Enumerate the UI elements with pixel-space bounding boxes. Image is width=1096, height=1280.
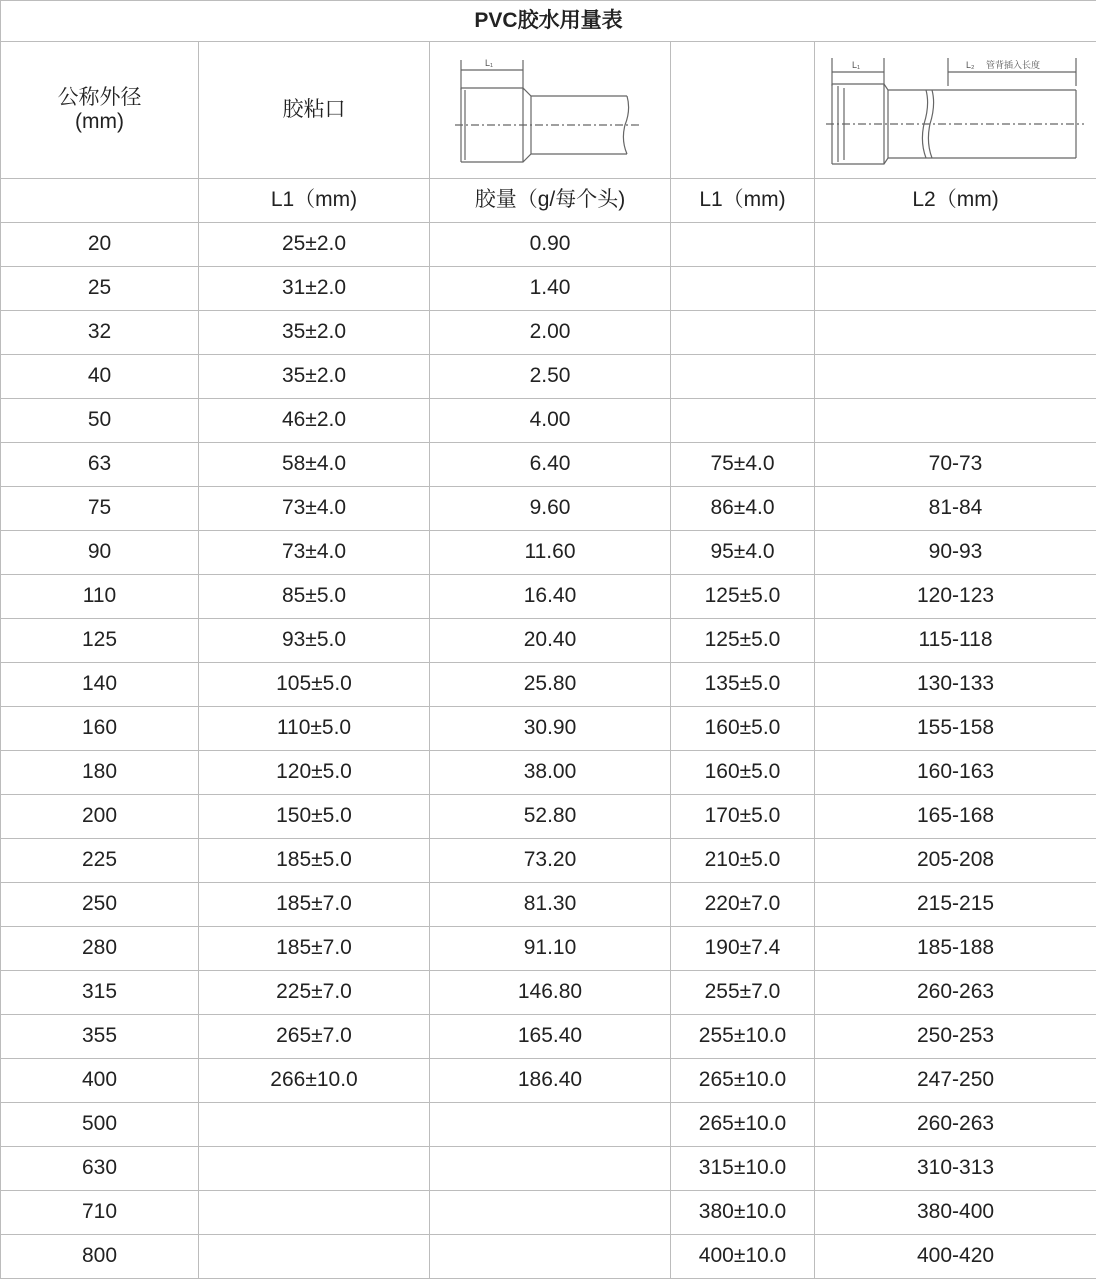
cell-l2: 310-313 bbox=[815, 1147, 1096, 1191]
insertion-diagram-cell bbox=[815, 42, 1096, 179]
table-row bbox=[1, 1235, 1096, 1279]
cell-glue-amount: 0.90 bbox=[430, 223, 671, 267]
table-row bbox=[1, 751, 1096, 795]
cell-nominal-diameter: 710 bbox=[1, 1191, 199, 1235]
cell-l1: 135±5.0 bbox=[671, 663, 815, 707]
cell-l1: 265±10.0 bbox=[671, 1059, 815, 1103]
cell-nominal-diameter: 355 bbox=[1, 1015, 199, 1059]
header-nominal-diameter-line2: (mm) bbox=[75, 110, 124, 133]
cell-socket-l1: 46±2.0 bbox=[199, 399, 430, 443]
cell-socket-l1 bbox=[199, 1147, 430, 1191]
cell-l2: 380-400 bbox=[815, 1191, 1096, 1235]
socket-diagram bbox=[455, 50, 645, 170]
cell-l2: 185-188 bbox=[815, 927, 1096, 971]
cell-socket-l1: 150±5.0 bbox=[199, 795, 430, 839]
cell-l1: 170±5.0 bbox=[671, 795, 815, 839]
cell-l1: 75±4.0 bbox=[671, 443, 815, 487]
cell-nominal-diameter: 40 bbox=[1, 355, 199, 399]
subheader-cell: 胶量（g/每个头) bbox=[430, 179, 671, 223]
header-nominal-diameter-line1: 公称外径 bbox=[57, 85, 142, 109]
diagram2-l2-label: L₂ bbox=[965, 60, 975, 70]
cell-l1: 210±5.0 bbox=[671, 839, 815, 883]
cell-l1: 380±10.0 bbox=[671, 1191, 815, 1235]
cell-glue-amount: 91.10 bbox=[430, 927, 671, 971]
cell-nominal-diameter: 500 bbox=[1, 1103, 199, 1147]
cell-glue-amount: 4.00 bbox=[430, 399, 671, 443]
cell-nominal-diameter: 250 bbox=[1, 883, 199, 927]
cell-l1: 160±5.0 bbox=[671, 751, 815, 795]
cell-socket-l1: 93±5.0 bbox=[199, 619, 430, 663]
table-row bbox=[1, 1015, 1096, 1059]
cell-glue-amount: 146.80 bbox=[430, 971, 671, 1015]
cell-l1 bbox=[671, 399, 815, 443]
cell-glue-amount: 11.60 bbox=[430, 531, 671, 575]
cell-l2: 90-93 bbox=[815, 531, 1096, 575]
cell-l2 bbox=[815, 311, 1096, 355]
table-title: PVC胶水用量表 bbox=[1, 1, 1096, 42]
cell-glue-amount: 52.80 bbox=[430, 795, 671, 839]
cell-l2: 205-208 bbox=[815, 839, 1096, 883]
cell-nominal-diameter: 630 bbox=[1, 1147, 199, 1191]
cell-socket-l1: 73±4.0 bbox=[199, 487, 430, 531]
cell-socket-l1: 185±7.0 bbox=[199, 883, 430, 927]
cell-nominal-diameter: 63 bbox=[1, 443, 199, 487]
cell-l2: 215-215 bbox=[815, 883, 1096, 927]
cell-nominal-diameter: 125 bbox=[1, 619, 199, 663]
cell-socket-l1: 35±2.0 bbox=[199, 311, 430, 355]
table-row bbox=[1, 399, 1096, 443]
cell-glue-amount: 2.50 bbox=[430, 355, 671, 399]
cell-socket-l1: 120±5.0 bbox=[199, 751, 430, 795]
diagram2-l1-label: L₁ bbox=[851, 60, 860, 70]
cell-nominal-diameter: 75 bbox=[1, 487, 199, 531]
table-row bbox=[1, 443, 1096, 487]
cell-nominal-diameter: 50 bbox=[1, 399, 199, 443]
cell-glue-amount: 165.40 bbox=[430, 1015, 671, 1059]
table-row bbox=[1, 267, 1096, 311]
table-row bbox=[1, 1191, 1096, 1235]
cell-socket-l1: 185±7.0 bbox=[199, 927, 430, 971]
insertion-diagram bbox=[826, 50, 1086, 170]
cell-glue-amount: 38.00 bbox=[430, 751, 671, 795]
cell-socket-l1: 73±4.0 bbox=[199, 531, 430, 575]
table-row bbox=[1, 575, 1096, 619]
cell-l1 bbox=[671, 311, 815, 355]
cell-glue-amount: 81.30 bbox=[430, 883, 671, 927]
diagram1-l1-label: L₁ bbox=[485, 58, 494, 68]
cell-l2 bbox=[815, 399, 1096, 443]
title-row bbox=[1, 1, 1096, 42]
table-row bbox=[1, 839, 1096, 883]
table-row bbox=[1, 927, 1096, 971]
cell-socket-l1: 185±5.0 bbox=[199, 839, 430, 883]
table-row bbox=[1, 707, 1096, 751]
cell-socket-l1: 58±4.0 bbox=[199, 443, 430, 487]
cell-socket-l1: 25±2.0 bbox=[199, 223, 430, 267]
cell-glue-amount: 2.00 bbox=[430, 311, 671, 355]
cell-l1 bbox=[671, 223, 815, 267]
cell-socket-l1: 265±7.0 bbox=[199, 1015, 430, 1059]
table-row bbox=[1, 795, 1096, 839]
cell-socket-l1: 105±5.0 bbox=[199, 663, 430, 707]
subheader-cell: L1（mm) bbox=[671, 179, 815, 223]
cell-glue-amount: 6.40 bbox=[430, 443, 671, 487]
cell-nominal-diameter: 225 bbox=[1, 839, 199, 883]
cell-l2: 81-84 bbox=[815, 487, 1096, 531]
cell-l2: 130-133 bbox=[815, 663, 1096, 707]
cell-l1: 95±4.0 bbox=[671, 531, 815, 575]
cell-l2: 400-420 bbox=[815, 1235, 1096, 1279]
cell-glue-amount bbox=[430, 1191, 671, 1235]
cell-l1 bbox=[671, 355, 815, 399]
cell-l1: 315±10.0 bbox=[671, 1147, 815, 1191]
cell-glue-amount: 73.20 bbox=[430, 839, 671, 883]
cell-nominal-diameter: 90 bbox=[1, 531, 199, 575]
cell-l2: 165-168 bbox=[815, 795, 1096, 839]
cell-nominal-diameter: 280 bbox=[1, 927, 199, 971]
cell-l2: 250-253 bbox=[815, 1015, 1096, 1059]
cell-l2 bbox=[815, 223, 1096, 267]
table-row bbox=[1, 311, 1096, 355]
cell-l2: 247-250 bbox=[815, 1059, 1096, 1103]
table-row bbox=[1, 663, 1096, 707]
table-row bbox=[1, 1059, 1096, 1103]
cell-l1: 125±5.0 bbox=[671, 619, 815, 663]
cell-socket-l1: 85±5.0 bbox=[199, 575, 430, 619]
cell-glue-amount: 30.90 bbox=[430, 707, 671, 751]
cell-nominal-diameter: 315 bbox=[1, 971, 199, 1015]
cell-glue-amount: 25.80 bbox=[430, 663, 671, 707]
cell-l2 bbox=[815, 267, 1096, 311]
diagram2-note: 管背插入长度 bbox=[985, 60, 1040, 70]
cell-nominal-diameter: 400 bbox=[1, 1059, 199, 1103]
cell-l1: 255±7.0 bbox=[671, 971, 815, 1015]
cell-l1: 220±7.0 bbox=[671, 883, 815, 927]
cell-l1: 86±4.0 bbox=[671, 487, 815, 531]
cell-nominal-diameter: 25 bbox=[1, 267, 199, 311]
cell-nominal-diameter: 110 bbox=[1, 575, 199, 619]
header-socket: 胶粘口 bbox=[199, 42, 430, 179]
cell-glue-amount bbox=[430, 1103, 671, 1147]
table-row bbox=[1, 531, 1096, 575]
table-row bbox=[1, 1103, 1096, 1147]
cell-nominal-diameter: 160 bbox=[1, 707, 199, 751]
cell-nominal-diameter: 20 bbox=[1, 223, 199, 267]
header-empty-cell bbox=[671, 42, 815, 179]
cell-glue-amount: 9.60 bbox=[430, 487, 671, 531]
cell-nominal-diameter: 140 bbox=[1, 663, 199, 707]
cell-l1: 160±5.0 bbox=[671, 707, 815, 751]
cell-l1: 190±7.4 bbox=[671, 927, 815, 971]
cell-l1: 255±10.0 bbox=[671, 1015, 815, 1059]
table-row bbox=[1, 223, 1096, 267]
cell-nominal-diameter: 800 bbox=[1, 1235, 199, 1279]
cell-l2: 115-118 bbox=[815, 619, 1096, 663]
cell-glue-amount bbox=[430, 1147, 671, 1191]
table-row bbox=[1, 971, 1096, 1015]
cell-glue-amount bbox=[430, 1235, 671, 1279]
cell-l1 bbox=[671, 267, 815, 311]
cell-nominal-diameter: 180 bbox=[1, 751, 199, 795]
cell-socket-l1: 31±2.0 bbox=[199, 267, 430, 311]
header-nominal-diameter bbox=[1, 42, 199, 179]
cell-l2: 260-263 bbox=[815, 971, 1096, 1015]
cell-socket-l1: 266±10.0 bbox=[199, 1059, 430, 1103]
cell-l2: 120-123 bbox=[815, 575, 1096, 619]
header-row bbox=[1, 42, 1096, 179]
cell-socket-l1 bbox=[199, 1191, 430, 1235]
cell-socket-l1: 110±5.0 bbox=[199, 707, 430, 751]
cell-glue-amount: 20.40 bbox=[430, 619, 671, 663]
cell-glue-amount: 186.40 bbox=[430, 1059, 671, 1103]
cell-l2 bbox=[815, 355, 1096, 399]
cell-socket-l1 bbox=[199, 1235, 430, 1279]
subheader-cell: L1（mm) bbox=[199, 179, 430, 223]
cell-l2: 155-158 bbox=[815, 707, 1096, 751]
socket-diagram-cell bbox=[430, 42, 671, 179]
table-row bbox=[1, 1147, 1096, 1191]
cell-socket-l1 bbox=[199, 1103, 430, 1147]
table-row bbox=[1, 355, 1096, 399]
subheader-cell bbox=[1, 179, 199, 223]
subheader-row bbox=[1, 179, 1096, 223]
cell-l1: 400±10.0 bbox=[671, 1235, 815, 1279]
cell-l2: 70-73 bbox=[815, 443, 1096, 487]
table-row bbox=[1, 487, 1096, 531]
cell-l2: 260-263 bbox=[815, 1103, 1096, 1147]
subheader-cell: L2（mm) bbox=[815, 179, 1096, 223]
cell-glue-amount: 1.40 bbox=[430, 267, 671, 311]
cell-l1: 125±5.0 bbox=[671, 575, 815, 619]
cell-socket-l1: 225±7.0 bbox=[199, 971, 430, 1015]
cell-nominal-diameter: 32 bbox=[1, 311, 199, 355]
cell-nominal-diameter: 200 bbox=[1, 795, 199, 839]
cell-l1: 265±10.0 bbox=[671, 1103, 815, 1147]
cell-glue-amount: 16.40 bbox=[430, 575, 671, 619]
table-row bbox=[1, 619, 1096, 663]
cell-socket-l1: 35±2.0 bbox=[199, 355, 430, 399]
table-row bbox=[1, 883, 1096, 927]
cell-l2: 160-163 bbox=[815, 751, 1096, 795]
